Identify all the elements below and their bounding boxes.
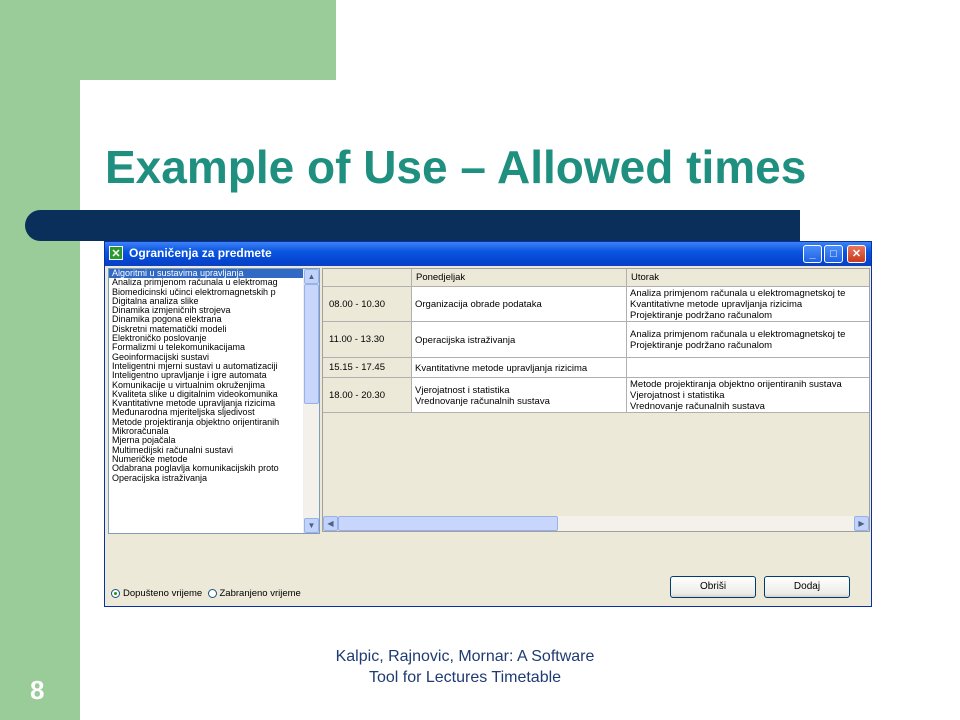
grid-slot-subject: Projektiranje podržano računalom: [630, 310, 773, 321]
subject-list-item[interactable]: Biomedicinski učinci elektromagnetskih p: [112, 287, 276, 297]
grid-slot-cell[interactable]: [627, 378, 870, 413]
subject-list-item[interactable]: Inteligentni mjerni sustavi u automatizaciji: [112, 361, 278, 371]
subject-list-item[interactable]: Kvaliteta slike u digitalnim videokomunika: [112, 389, 278, 399]
subject-list-item[interactable]: Međunarodna mjeriteljska sljedivost: [112, 408, 255, 418]
scroll-up-icon[interactable]: ▲: [304, 269, 319, 284]
subject-list-item[interactable]: Kvantitativne metode upravljanja rizicima: [112, 399, 276, 409]
scroll-left-icon[interactable]: ◀: [323, 516, 338, 531]
slide-page-number: 8: [30, 675, 45, 705]
grid-slot-subject: Projektiranje podržano računalom: [630, 340, 773, 351]
grid-slot-subject: Metode projektiranja objektno orijentiranih sustava: [630, 379, 842, 390]
add-button[interactable]: Dodaj: [764, 576, 850, 598]
timetable-grid[interactable]: [322, 268, 870, 532]
subject-list-item[interactable]: Metode projektiranja objektno orijentiranih: [112, 417, 280, 427]
time-type-options: [111, 588, 301, 599]
grid-slot-subject: Vrednovanje računalnih sustava: [415, 396, 550, 407]
delete-button[interactable]: Obriši: [670, 576, 756, 598]
grid-slot-cell[interactable]: [627, 322, 870, 358]
grid-slot-subject: Kvantitativne metode upravljanja rizicima: [630, 299, 803, 310]
scroll-down-icon[interactable]: ▼: [304, 518, 319, 533]
hscroll-thumb[interactable]: [338, 516, 558, 531]
grid-slot-cell[interactable]: [412, 322, 627, 358]
close-icon[interactable]: ✕: [847, 245, 866, 263]
window-title: Ograničenja za predmete: [129, 246, 272, 260]
grid-time-cell[interactable]: 11.00 - 13.30: [323, 322, 412, 358]
minimize-icon[interactable]: _: [803, 245, 822, 263]
subject-list-item[interactable]: Numeričke metode: [112, 454, 188, 464]
grid-slot-cell[interactable]: [627, 358, 870, 378]
subject-list-item[interactable]: Dinamika pogona elektrana: [112, 315, 222, 325]
scroll-right-icon[interactable]: ▶: [854, 516, 869, 531]
subject-list-item[interactable]: Analiza primjenom računala u elektromag: [112, 278, 278, 288]
grid-slot-subject: Analiza primjenom računala u elektromagnetskoj te: [630, 288, 846, 299]
subject-list-items: [109, 269, 305, 483]
subject-list-item[interactable]: Geoinformacijski sustavi: [112, 352, 210, 362]
forbidden-time-radio[interactable]: [208, 589, 217, 598]
grid-slot-cell[interactable]: [412, 378, 627, 413]
grid-slot-subject: Operacijska istraživanja: [415, 335, 516, 346]
subject-list-item[interactable]: Operacijska istraživanja: [112, 473, 208, 483]
maximize-icon[interactable]: □: [824, 245, 843, 263]
subject-list[interactable]: [108, 268, 320, 534]
grid-day-header[interactable]: Ponedjeljak: [412, 269, 627, 287]
window-titlebar[interactable]: [105, 242, 871, 266]
grid-slot-cell[interactable]: [412, 358, 627, 378]
subject-list-item[interactable]: Dinamika izmjeničnih strojeva: [112, 306, 231, 316]
slide-title-underline-bar: [25, 210, 800, 241]
subject-list-item[interactable]: Elektroničko poslovanje: [112, 334, 207, 344]
grid-time-cell[interactable]: 18.00 - 20.30: [323, 378, 412, 413]
subject-list-item[interactable]: Inteligentno upravljanje i igre automata: [112, 371, 267, 381]
grid-slot-subject: Analiza primjenom računala u elektromagnetskoj te: [630, 329, 846, 340]
grid-slot-subject: Kvantitativne metode upravljanja rizicima: [415, 363, 588, 374]
subject-list-item[interactable]: Algoritmi u sustavima upravljanja: [109, 269, 305, 278]
grid-slot-subject: Vrednovanje računalnih sustava: [630, 401, 765, 412]
grid-slot-cell[interactable]: [627, 287, 870, 322]
grid-slot-subject: Organizacija obrade podataka: [415, 299, 542, 310]
slide-footer: Kalpic, Rajnovic, Mornar: A Software Tool for Lectures Timetable: [335, 648, 595, 686]
forbidden-time-label[interactable]: Zabranjeno vrijeme: [219, 588, 301, 599]
subject-list-item[interactable]: Mjerna pojačala: [112, 436, 176, 446]
grid-slot-subject: Vjerojatnost i statistika: [415, 385, 510, 396]
slide-green-corner: [80, 0, 336, 80]
slide-green-sidebar: [0, 0, 80, 720]
grid-corner-header[interactable]: [323, 269, 412, 287]
grid-time-cell[interactable]: 15.15 - 17.45: [323, 358, 412, 378]
allowed-time-radio[interactable]: [111, 589, 120, 598]
subject-list-item[interactable]: Diskretni matematički modeli: [112, 324, 227, 334]
grid-slot-subject: Vjerojatnost i statistika: [630, 390, 725, 401]
scroll-thumb[interactable]: [304, 284, 319, 404]
subject-list-item[interactable]: Odabrana poglavlja komunikacijskih proto: [112, 464, 279, 474]
subject-list-scrollbar[interactable]: [303, 269, 319, 533]
grid-time-cell[interactable]: 08.00 - 10.30: [323, 287, 412, 322]
grid-day-header[interactable]: Utorak: [627, 269, 870, 287]
subject-list-item[interactable]: Mikroračunala: [112, 427, 169, 437]
timetable-hscrollbar[interactable]: [323, 516, 869, 531]
grid-slot-cell[interactable]: [412, 287, 627, 322]
subject-list-item[interactable]: Digitalna analiza slike: [112, 296, 199, 306]
subject-list-item[interactable]: Formalizmi u telekomunikacijama: [112, 343, 246, 353]
checkbox-x-icon: ✕: [109, 246, 123, 260]
subject-list-item[interactable]: Komunikacije u virtualnim okruženjima: [112, 380, 266, 390]
constraints-window: [104, 241, 872, 607]
subject-list-item[interactable]: Multimedijski računalni sustavi: [112, 445, 234, 455]
slide-title: Example of Use – Allowed times: [105, 141, 807, 193]
allowed-time-label[interactable]: Dopušteno vrijeme: [123, 588, 203, 599]
